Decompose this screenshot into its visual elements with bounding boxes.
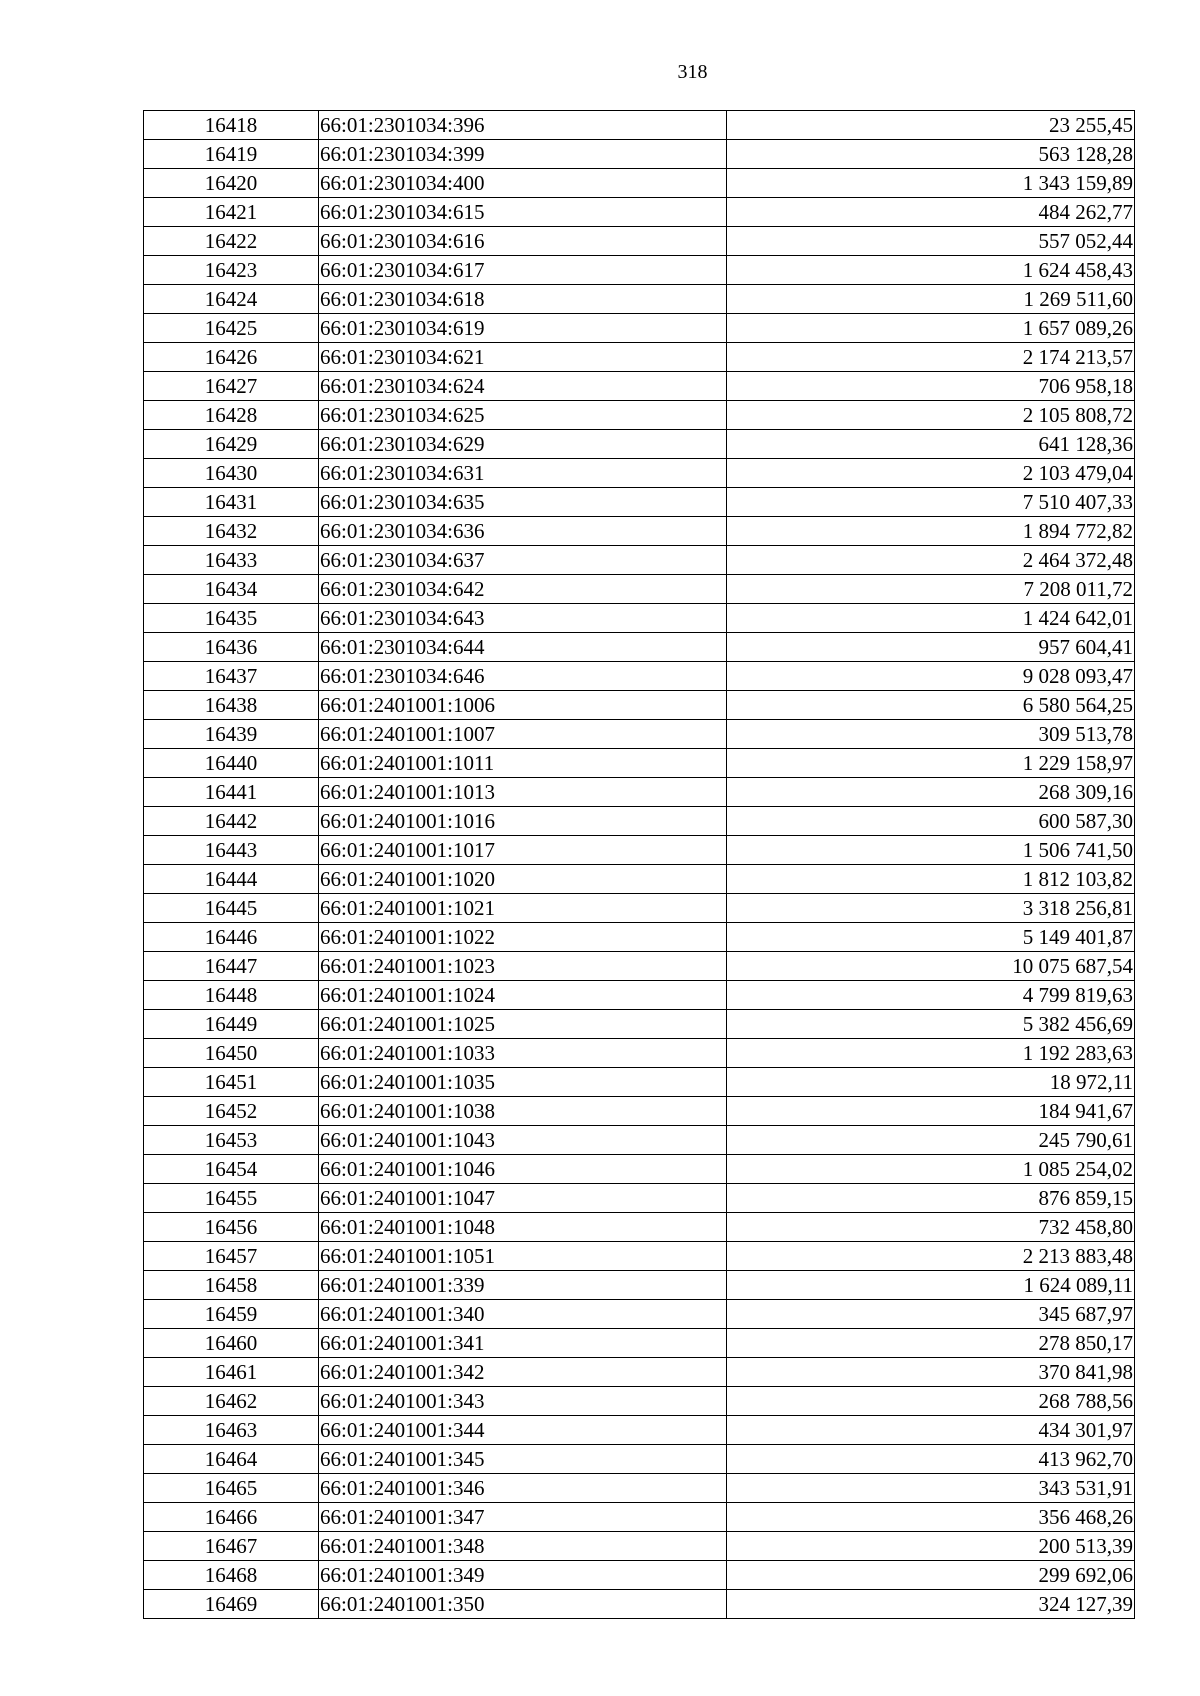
table-row (144, 1329, 1135, 1358)
row-number-cell: 16447 (144, 952, 319, 981)
cadastral-value-cell: 563 128,28 (727, 140, 1135, 169)
cadastral-value-cell: 413 962,70 (727, 1445, 1135, 1474)
cadastral-value-cell: 732 458,80 (727, 1213, 1135, 1242)
page-number: 318 (677, 61, 708, 83)
cadastral-number-cell: 66:01:2401001:1033 (319, 1039, 727, 1068)
table-row (144, 1387, 1135, 1416)
cadastral-value-cell: 1 269 511,60 (727, 285, 1135, 314)
row-number-cell: 16429 (144, 430, 319, 459)
row-number-cell: 16449 (144, 1010, 319, 1039)
row-number-cell: 16438 (144, 691, 319, 720)
row-number-cell: 16424 (144, 285, 319, 314)
cadastral-number-cell: 66:01:2401001:344 (319, 1416, 727, 1445)
table-body (144, 111, 1135, 1619)
cadastral-value-table (143, 110, 1135, 1619)
row-number-cell: 16468 (144, 1561, 319, 1590)
cadastral-value-cell: 1 812 103,82 (727, 865, 1135, 894)
table-row (144, 256, 1135, 285)
cadastral-number-cell: 66:01:2301034:617 (319, 256, 727, 285)
cadastral-number-cell: 66:01:2301034:631 (319, 459, 727, 488)
cadastral-number-cell: 66:01:2301034:637 (319, 546, 727, 575)
table-row (144, 517, 1135, 546)
row-number-cell: 16444 (144, 865, 319, 894)
cadastral-value-cell: 1 192 283,63 (727, 1039, 1135, 1068)
cadastral-number-cell: 66:01:2401001:341 (319, 1329, 727, 1358)
cadastral-value-cell: 1 894 772,82 (727, 517, 1135, 546)
row-number-cell: 16458 (144, 1271, 319, 1300)
table-row (144, 633, 1135, 662)
cadastral-value-cell: 484 262,77 (727, 198, 1135, 227)
table-row (144, 1010, 1135, 1039)
cadastral-value-cell: 1 657 089,26 (727, 314, 1135, 343)
table-row (144, 1039, 1135, 1068)
table-row (144, 343, 1135, 372)
row-number-cell: 16431 (144, 488, 319, 517)
cadastral-value-cell: 557 052,44 (727, 227, 1135, 256)
cadastral-number-cell: 66:01:2401001:1047 (319, 1184, 727, 1213)
cadastral-number-cell: 66:01:2301034:625 (319, 401, 727, 430)
row-number-cell: 16437 (144, 662, 319, 691)
table-row (144, 1271, 1135, 1300)
row-number-cell: 16469 (144, 1590, 319, 1619)
cadastral-number-cell: 66:01:2301034:629 (319, 430, 727, 459)
row-number-cell: 16420 (144, 169, 319, 198)
cadastral-number-cell: 66:01:2301034:643 (319, 604, 727, 633)
row-number-cell: 16450 (144, 1039, 319, 1068)
table-row (144, 1097, 1135, 1126)
table-row (144, 720, 1135, 749)
cadastral-value-cell: 876 859,15 (727, 1184, 1135, 1213)
cadastral-value-cell: 7 208 011,72 (727, 575, 1135, 604)
cadastral-value-cell: 324 127,39 (727, 1590, 1135, 1619)
cadastral-number-cell: 66:01:2401001:1048 (319, 1213, 727, 1242)
row-number-cell: 16465 (144, 1474, 319, 1503)
cadastral-number-cell: 66:01:2301034:615 (319, 198, 727, 227)
table-row (144, 488, 1135, 517)
row-number-cell: 16433 (144, 546, 319, 575)
table-row (144, 662, 1135, 691)
table-row (144, 865, 1135, 894)
row-number-cell: 16448 (144, 981, 319, 1010)
table-row (144, 314, 1135, 343)
row-number-cell: 16443 (144, 836, 319, 865)
cadastral-value-cell: 10 075 687,54 (727, 952, 1135, 981)
cadastral-value-cell: 7 510 407,33 (727, 488, 1135, 517)
table-row (144, 227, 1135, 256)
row-number-cell: 16426 (144, 343, 319, 372)
table-row (144, 1068, 1135, 1097)
cadastral-value-cell: 3 318 256,81 (727, 894, 1135, 923)
cadastral-number-cell: 66:01:2401001:1016 (319, 807, 727, 836)
cadastral-value-cell: 6 580 564,25 (727, 691, 1135, 720)
cadastral-number-cell: 66:01:2301034:646 (319, 662, 727, 691)
table-row (144, 1155, 1135, 1184)
cadastral-number-cell: 66:01:2301034:618 (319, 285, 727, 314)
cadastral-value-cell: 1 506 741,50 (727, 836, 1135, 865)
cadastral-number-cell: 66:01:2401001:1024 (319, 981, 727, 1010)
cadastral-value-cell: 309 513,78 (727, 720, 1135, 749)
cadastral-number-cell: 66:01:2401001:1017 (319, 836, 727, 865)
cadastral-value-cell: 268 788,56 (727, 1387, 1135, 1416)
cadastral-value-cell: 4 799 819,63 (727, 981, 1135, 1010)
cadastral-number-cell: 66:01:2401001:1006 (319, 691, 727, 720)
cadastral-value-cell: 356 468,26 (727, 1503, 1135, 1532)
row-number-cell: 16440 (144, 749, 319, 778)
table-row (144, 1300, 1135, 1329)
table-row (144, 198, 1135, 227)
cadastral-number-cell: 66:01:2401001:1051 (319, 1242, 727, 1271)
row-number-cell: 16457 (144, 1242, 319, 1271)
row-number-cell: 16464 (144, 1445, 319, 1474)
cadastral-value-cell: 1 424 642,01 (727, 604, 1135, 633)
table-row (144, 691, 1135, 720)
table-row (144, 430, 1135, 459)
cadastral-value-cell: 1 624 458,43 (727, 256, 1135, 285)
cadastral-number-cell: 66:01:2401001:1025 (319, 1010, 727, 1039)
table-row (144, 604, 1135, 633)
cadastral-number-cell: 66:01:2301034:624 (319, 372, 727, 401)
row-number-cell: 16430 (144, 459, 319, 488)
table-row (144, 749, 1135, 778)
row-number-cell: 16460 (144, 1329, 319, 1358)
cadastral-value-cell: 18 972,11 (727, 1068, 1135, 1097)
cadastral-number-cell: 66:01:2401001:339 (319, 1271, 727, 1300)
cadastral-value-cell: 2 103 479,04 (727, 459, 1135, 488)
cadastral-number-cell: 66:01:2401001:350 (319, 1590, 727, 1619)
cadastral-value-cell: 2 174 213,57 (727, 343, 1135, 372)
table-row (144, 1474, 1135, 1503)
cadastral-number-cell: 66:01:2401001:1021 (319, 894, 727, 923)
cadastral-value-cell: 1 085 254,02 (727, 1155, 1135, 1184)
cadastral-value-cell: 2 105 808,72 (727, 401, 1135, 430)
cadastral-value-table-wrapper (143, 110, 1135, 1619)
row-number-cell: 16418 (144, 111, 319, 140)
row-number-cell: 16434 (144, 575, 319, 604)
row-number-cell: 16435 (144, 604, 319, 633)
cadastral-value-cell: 245 790,61 (727, 1126, 1135, 1155)
cadastral-value-cell: 345 687,97 (727, 1300, 1135, 1329)
table-row (144, 285, 1135, 314)
row-number-cell: 16467 (144, 1532, 319, 1561)
table-row (144, 1126, 1135, 1155)
cadastral-number-cell: 66:01:2401001:1035 (319, 1068, 727, 1097)
table-row (144, 981, 1135, 1010)
row-number-cell: 16445 (144, 894, 319, 923)
cadastral-value-cell: 2 464 372,48 (727, 546, 1135, 575)
cadastral-number-cell: 66:01:2301034:644 (319, 633, 727, 662)
table-row (144, 1242, 1135, 1271)
table-row (144, 778, 1135, 807)
cadastral-value-cell: 343 531,91 (727, 1474, 1135, 1503)
table-row (144, 1445, 1135, 1474)
table-row (144, 1561, 1135, 1590)
row-number-cell: 16451 (144, 1068, 319, 1097)
table-row (144, 1503, 1135, 1532)
cadastral-number-cell: 66:01:2401001:347 (319, 1503, 727, 1532)
row-number-cell: 16462 (144, 1387, 319, 1416)
table-row (144, 952, 1135, 981)
table-row (144, 836, 1135, 865)
table-row (144, 807, 1135, 836)
table-row (144, 1590, 1135, 1619)
table-row (144, 894, 1135, 923)
row-number-cell: 16432 (144, 517, 319, 546)
cadastral-number-cell: 66:01:2301034:616 (319, 227, 727, 256)
cadastral-value-cell: 2 213 883,48 (727, 1242, 1135, 1271)
cadastral-value-cell: 706 958,18 (727, 372, 1135, 401)
cadastral-value-cell: 1 343 159,89 (727, 169, 1135, 198)
cadastral-number-cell: 66:01:2401001:340 (319, 1300, 727, 1329)
cadastral-value-cell: 641 128,36 (727, 430, 1135, 459)
cadastral-value-cell: 600 587,30 (727, 807, 1135, 836)
table-row (144, 1532, 1135, 1561)
cadastral-number-cell: 66:01:2401001:1020 (319, 865, 727, 894)
table-row (144, 401, 1135, 430)
table-row (144, 372, 1135, 401)
cadastral-value-cell: 299 692,06 (727, 1561, 1135, 1590)
cadastral-value-cell: 5 382 456,69 (727, 1010, 1135, 1039)
row-number-cell: 16466 (144, 1503, 319, 1532)
row-number-cell: 16446 (144, 923, 319, 952)
cadastral-number-cell: 66:01:2401001:349 (319, 1561, 727, 1590)
cadastral-number-cell: 66:01:2401001:1011 (319, 749, 727, 778)
cadastral-value-cell: 184 941,67 (727, 1097, 1135, 1126)
row-number-cell: 16436 (144, 633, 319, 662)
row-number-cell: 16461 (144, 1358, 319, 1387)
cadastral-number-cell: 66:01:2301034:396 (319, 111, 727, 140)
cadastral-value-cell: 434 301,97 (727, 1416, 1135, 1445)
row-number-cell: 16453 (144, 1126, 319, 1155)
cadastral-number-cell: 66:01:2401001:1046 (319, 1155, 727, 1184)
cadastral-number-cell: 66:01:2401001:346 (319, 1474, 727, 1503)
cadastral-value-cell: 200 513,39 (727, 1532, 1135, 1561)
cadastral-number-cell: 66:01:2301034:635 (319, 488, 727, 517)
table-row (144, 111, 1135, 140)
row-number-cell: 16422 (144, 227, 319, 256)
table-row (144, 575, 1135, 604)
row-number-cell: 16419 (144, 140, 319, 169)
table-row (144, 923, 1135, 952)
cadastral-value-cell: 23 255,45 (727, 111, 1135, 140)
table-row (144, 546, 1135, 575)
cadastral-number-cell: 66:01:2401001:342 (319, 1358, 727, 1387)
row-number-cell: 16463 (144, 1416, 319, 1445)
table-row (144, 169, 1135, 198)
table-row (144, 1416, 1135, 1445)
row-number-cell: 16441 (144, 778, 319, 807)
cadastral-number-cell: 66:01:2401001:1013 (319, 778, 727, 807)
cadastral-number-cell: 66:01:2301034:642 (319, 575, 727, 604)
row-number-cell: 16452 (144, 1097, 319, 1126)
row-number-cell: 16459 (144, 1300, 319, 1329)
row-number-cell: 16454 (144, 1155, 319, 1184)
cadastral-number-cell: 66:01:2401001:348 (319, 1532, 727, 1561)
cadastral-number-cell: 66:01:2401001:1043 (319, 1126, 727, 1155)
cadastral-number-cell: 66:01:2401001:1038 (319, 1097, 727, 1126)
cadastral-number-cell: 66:01:2401001:343 (319, 1387, 727, 1416)
table-row (144, 140, 1135, 169)
table-row (144, 459, 1135, 488)
row-number-cell: 16455 (144, 1184, 319, 1213)
cadastral-number-cell: 66:01:2301034:400 (319, 169, 727, 198)
row-number-cell: 16427 (144, 372, 319, 401)
cadastral-value-cell: 1 624 089,11 (727, 1271, 1135, 1300)
cadastral-number-cell: 66:01:2301034:399 (319, 140, 727, 169)
cadastral-value-cell: 5 149 401,87 (727, 923, 1135, 952)
cadastral-number-cell: 66:01:2401001:345 (319, 1445, 727, 1474)
cadastral-value-cell: 9 028 093,47 (727, 662, 1135, 691)
row-number-cell: 16425 (144, 314, 319, 343)
cadastral-value-cell: 268 309,16 (727, 778, 1135, 807)
row-number-cell: 16421 (144, 198, 319, 227)
cadastral-number-cell: 66:01:2301034:621 (319, 343, 727, 372)
row-number-cell: 16439 (144, 720, 319, 749)
cadastral-number-cell: 66:01:2301034:636 (319, 517, 727, 546)
row-number-cell: 16423 (144, 256, 319, 285)
cadastral-value-cell: 957 604,41 (727, 633, 1135, 662)
row-number-cell: 16442 (144, 807, 319, 836)
cadastral-number-cell: 66:01:2301034:619 (319, 314, 727, 343)
table-row (144, 1184, 1135, 1213)
cadastral-value-cell: 370 841,98 (727, 1358, 1135, 1387)
cadastral-value-cell: 278 850,17 (727, 1329, 1135, 1358)
table-row (144, 1213, 1135, 1242)
row-number-cell: 16428 (144, 401, 319, 430)
cadastral-value-cell: 1 229 158,97 (727, 749, 1135, 778)
cadastral-number-cell: 66:01:2401001:1007 (319, 720, 727, 749)
table-row (144, 1358, 1135, 1387)
cadastral-number-cell: 66:01:2401001:1023 (319, 952, 727, 981)
cadastral-number-cell: 66:01:2401001:1022 (319, 923, 727, 952)
row-number-cell: 16456 (144, 1213, 319, 1242)
